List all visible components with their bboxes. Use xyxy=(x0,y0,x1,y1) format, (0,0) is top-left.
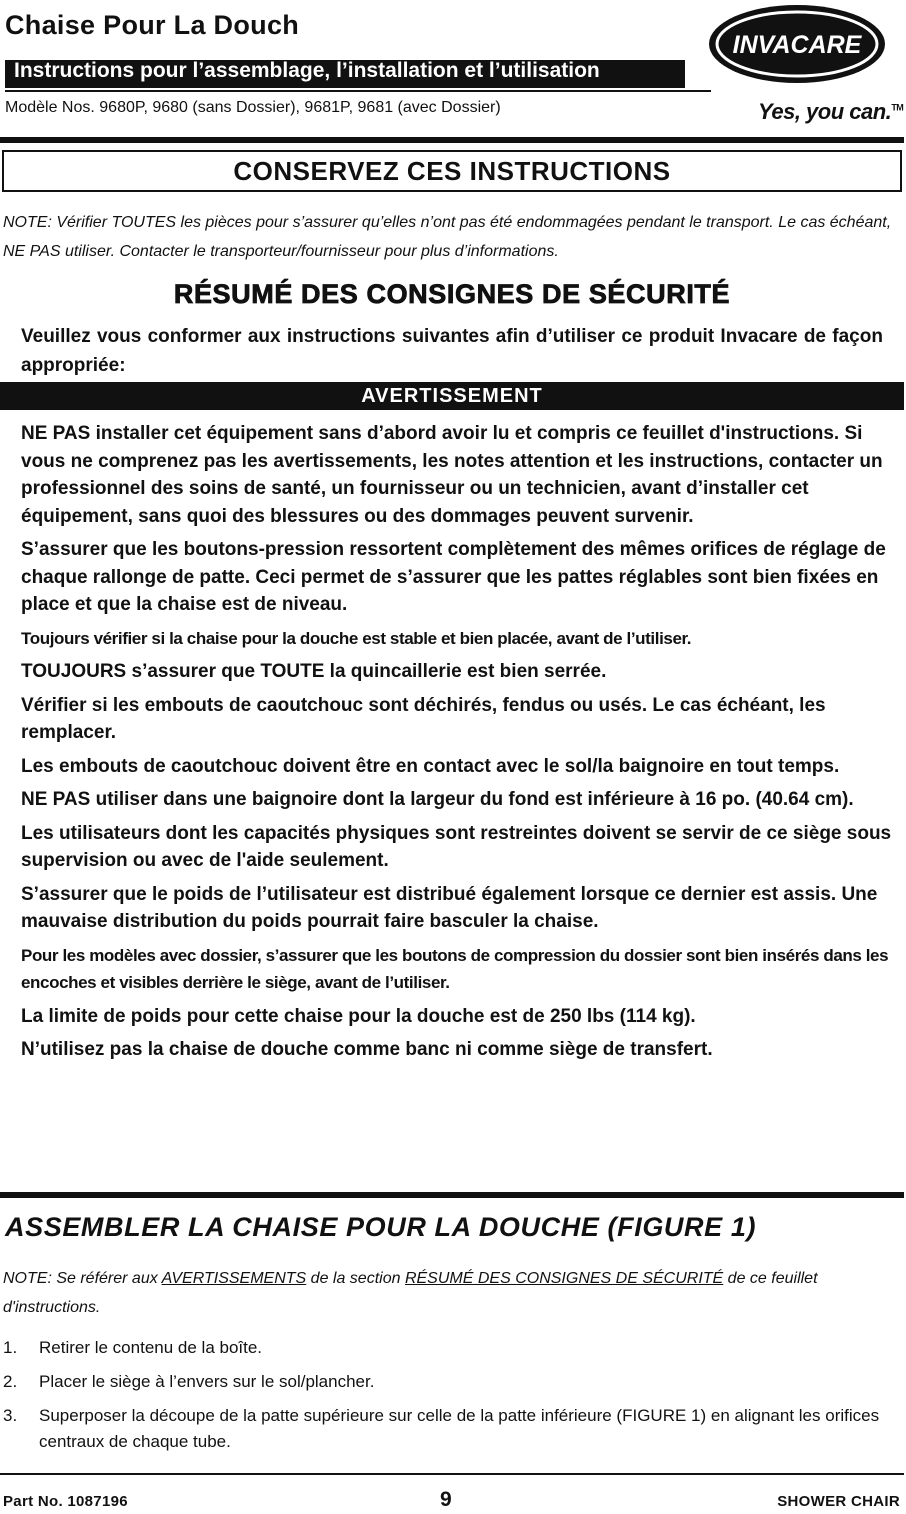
tagline-text: Yes, you can. xyxy=(758,99,892,124)
warning-item: NE PAS utiliser dans une baignoire dont la largeur du fond est inférieure à 16 po. (40.64 cm). xyxy=(21,789,854,810)
safety-summary-heading: RÉSUMÉ DES CONSIGNES DE SÉCURITÉ xyxy=(173,279,731,309)
step-text: Superposer la découpe de la patte supérieure sur celle de la patte inférieure (FIGURE 1) en alignant les orifices centraux de chaque tube. xyxy=(39,1406,880,1451)
assembly-steps xyxy=(3,1335,901,1463)
warning-item: Pour les modèles avec dossier, s’assurer que les boutons de compression du dossier sont bien insérés dans les encoches et visibles derrière le siège, avant de l’utiliser. xyxy=(21,945,889,992)
assembly-note xyxy=(3,1264,903,1322)
step-number: 1. xyxy=(3,1338,18,1357)
warning-item: Les utilisateurs dont les capacités physiques sont restreintes doivent se servir de ce siège sous supervision ou avec de l'aide seulement. xyxy=(21,822,892,871)
document-title: Chaise Pour La Douch xyxy=(5,10,300,40)
warning-banner: AVERTISSEMENT xyxy=(0,382,904,410)
section-divider xyxy=(0,1192,904,1198)
assembly-note-suffix: de ce feuillet d'instructions. xyxy=(3,1270,818,1316)
subtitle: Instructions pour l’assemblage, l’installation et l’utilisation xyxy=(14,59,600,82)
step-text: Placer le siège à l’envers sur le sol/plancher. xyxy=(39,1372,375,1391)
step-item xyxy=(3,1335,901,1361)
warning-item: TOUJOURS s’assurer que TOUTE la quincaillerie est bien serrée. xyxy=(21,661,607,682)
top-divider xyxy=(0,137,904,143)
step-item xyxy=(3,1403,901,1455)
trademark-mark: TM xyxy=(891,102,904,113)
warning-item: S’assurer que le poids de l’utilisateur est distribué également lorsque ce dernier est assis. Une mauvaise distribution du poids pourrait faire basculer la chaise. xyxy=(21,883,878,932)
footer-rule xyxy=(0,1473,904,1475)
header-rule xyxy=(5,90,711,92)
model-numbers: Modèle Nos. 9680P, 9680 (sans Dossier), 9681P, 9681 (avec Dossier) xyxy=(5,99,501,116)
warning-item: Vérifier si les embouts de caoutchouc sont déchirés, fendus ou usés. Le cas échéant, les remplacer. xyxy=(21,694,826,743)
safety-summary-reference: RÉSUMÉ DES CONSIGNES DE SÉCURITÉ xyxy=(404,1270,724,1287)
warning-item: Toujours vérifier si la chaise pour la douche est stable et bien placée, avant de l’utiliser. xyxy=(21,628,692,648)
assembly-heading: ASSEMBLER LA CHAISE POUR LA DOUCHE (FIGURE 1) xyxy=(5,1212,757,1242)
warning-item: N’utilisez pas la chaise de douche comme banc ni comme siège de transfert. xyxy=(21,1039,713,1060)
warning-item: S’assurer que les boutons-pression ressortent complètement des mêmes orifices de réglage de chaque rallonge de patte. Ceci permet de s’assurer que les pattes réglables sont bien fixées en place et que la chaise est de niveau. xyxy=(21,539,886,615)
tagline xyxy=(758,99,903,125)
warnings-reference: AVERTISSEMENTS xyxy=(161,1270,307,1287)
conserve-banner: CONSERVEZ CES INSTRUCTIONS xyxy=(2,150,902,192)
assembly-note-mid: de la section xyxy=(306,1270,405,1287)
invacare-logo xyxy=(707,3,887,85)
product-name: SHOWER CHAIR xyxy=(777,1493,900,1510)
warning-item: La limite de poids pour cette chaise pour la douche est de 250 lbs (114 kg). xyxy=(21,1005,696,1027)
page-number: 9 xyxy=(440,1488,452,1511)
logo-wordmark: INVACARE xyxy=(732,31,862,59)
warning-item: Les embouts de caoutchouc doivent être en contact avec le sol/la baignoire en tout temps. xyxy=(21,755,840,777)
step-number: 2. xyxy=(3,1372,18,1391)
step-number: 3. xyxy=(3,1406,18,1425)
shipping-note: NOTE: Vérifier TOUTES les pièces pour s’assurer qu’elles n’ont pas été endommagées pendant le transport. Le cas échéant, NE PAS utiliser. Contacter le transporteur/fournisseur pour plus d’informations. xyxy=(3,214,892,260)
assembly-note-prefix: NOTE: Se référer aux xyxy=(3,1270,162,1287)
safety-intro: Veuillez vous conformer aux instructions suivantes afin d’utiliser ce produit Invacare de façon appropriée: xyxy=(21,326,883,376)
step-text: Retirer le contenu de la boîte. xyxy=(39,1338,263,1357)
warning-item: NE PAS installer cet équipement sans d’abord avoir lu et compris ce feuillet d'instructions. Si vous ne comprenez pas les avertissements, les notes attention et les instructions, contacter un professionnel des soins de santé, un fournisseur ou un technicien, avant d’installer cet équipement, sans quoi des blessures ou des dommages peuvent survenir. xyxy=(21,423,883,527)
part-number: Part No. 1087196 xyxy=(3,1493,128,1510)
warning-list xyxy=(21,420,896,1070)
step-item xyxy=(3,1369,901,1395)
